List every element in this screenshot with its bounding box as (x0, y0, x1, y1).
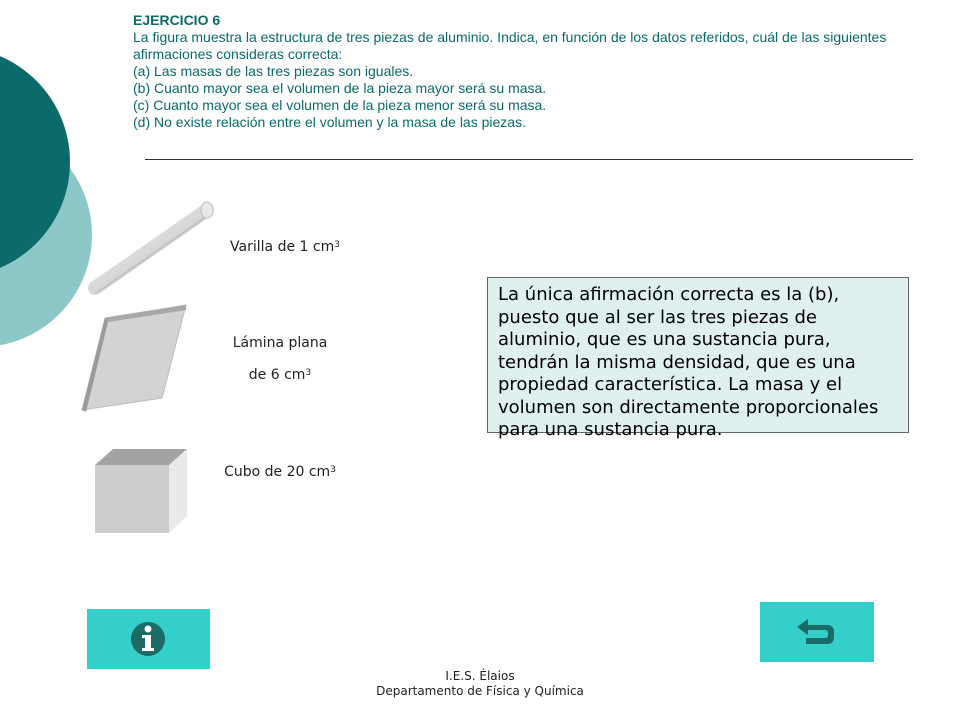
sheet-label-line2: de 6 $cm^3$ (248, 367, 312, 383)
sheet-label (200, 328, 360, 390)
info-button[interactable] (87, 609, 210, 669)
return-arrow-icon (794, 614, 840, 650)
option-c: (c) Cuanto mayor sea el volumen de la pieza menor será su masa. (133, 97, 547, 113)
return-button[interactable] (760, 602, 874, 662)
cube-illustration (93, 448, 189, 536)
exercise-statement (133, 12, 933, 131)
cube-label: Cubo de 20 $cm^3$ (224, 464, 336, 480)
exercise-intro: La figura muestra la estructura de tres piezas de aluminio. Indica, en función de los datos referidos, cuál de las siguientes afirmaciones consideras correcta: (133, 29, 887, 62)
info-icon (128, 619, 168, 659)
footer-department: Departamento de Física y Química (376, 684, 584, 698)
separator-line (145, 159, 913, 160)
footer-school: I.E.S. Élaios (445, 669, 515, 683)
option-b: (b) Cuanto mayor sea el volumen de la pieza mayor será su masa. (133, 80, 547, 96)
sheet-illustration (80, 302, 190, 414)
answer-box: La única afirmación correcta es la (b), puesto que al ser las tres piezas de aluminio, que es una sustancia pura, tendrán la misma densidad, que es una propiedad característica. La masa y el volumen son directamente proporcionales para una sustancia pura. (487, 277, 909, 433)
rod-label: Varilla de 1 $cm^3$ (230, 239, 340, 255)
option-d: (d) No existe relación entre el volumen y la masa de las piezas. (133, 114, 526, 130)
exercise-title: EJERCICIO 6 (133, 12, 221, 28)
option-a: (a) Las masas de las tres piezas son iguales. (133, 63, 414, 79)
rod-illustration (85, 198, 220, 300)
sheet-label-line1: Lámina plana (232, 335, 328, 351)
